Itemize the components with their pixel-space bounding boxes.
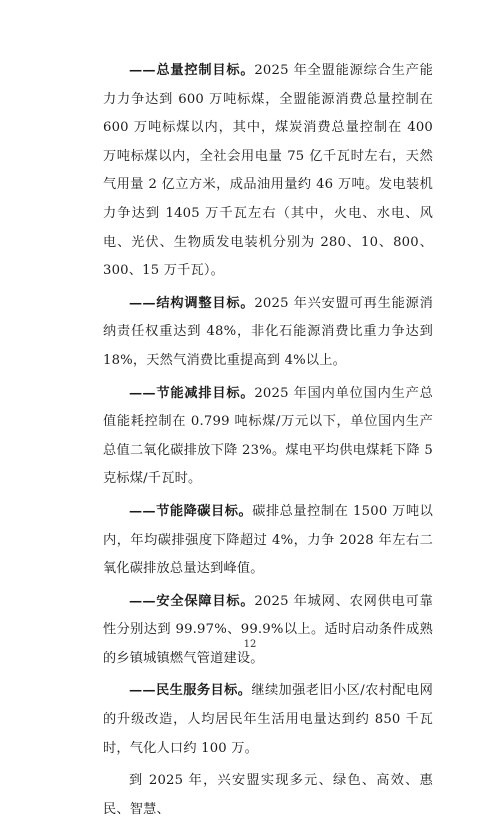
section-heading: ——结构调整目标。 xyxy=(129,295,255,311)
section-total-control xyxy=(103,57,433,286)
section-heading: ——节能减排目标。 xyxy=(129,385,255,401)
section-text: 碳排总量控制在 1500 万吨以内，年均碳排强度下降超过 4%，力争 2028 年左右二氧化碳排放总量达到峰值。 xyxy=(103,503,433,577)
section-energy-saving-emission xyxy=(103,380,433,494)
section-livelihood-service xyxy=(103,677,433,763)
section-heading: ——节能降碳目标。 xyxy=(129,503,253,519)
section-text: 2025 年城网、农网供电可靠性分别达到 99.97%、99.9%以上。适时启动条件成熟的乡镇城镇燃气管道建设。 xyxy=(103,593,433,666)
section-text: 2025 年国内单位国内生产总值能耗控制在 0.799 吨标煤/万元以下，单位国内生产总值二氧化碳排放下降 23%。煤电平均供电煤耗下降 5 克标煤/千瓦时。 xyxy=(103,385,433,487)
section-carbon-reduction xyxy=(103,498,433,584)
section-structure-adjustment xyxy=(103,290,433,376)
section-text: 2025 年全盟能源综合生产能力力争达到 600 万吨标煤，全盟能源消费总量控制在 600 万吨标煤以内，其中，煤炭消费总量控制在 400 万吨标煤以内，全社会用电量 75 亿千瓦时左右，天然气用量 2 亿立方米，成品油用量约 46 万吨。发电装机力争达到 1405 万千瓦左右（其中，火电、水电、风电、光伏、生物质发电装机分别为 280、10、800、300、15 万千瓦）。 xyxy=(103,63,433,279)
section-text: 2025 年兴安盟可再生能源消纳责任权重达到 48%，非化石能源消费比重力争达到 18%，天然气消费比重提高到 4%以上。 xyxy=(103,295,433,368)
page-number: 12 xyxy=(243,639,257,650)
section-heading: ——民生服务目标。 xyxy=(129,683,252,699)
section-summary-continued xyxy=(103,767,433,824)
section-text: 到 2025 年，兴安盟实现多元、绿色、高效、惠民、智慧、 xyxy=(103,773,433,817)
section-heading: ——总量控制目标。 xyxy=(129,63,255,78)
document-body xyxy=(103,57,433,828)
section-text: 继续加强老旧小区/农村配电网的升级改造，人均居民年生活用电量达到约 850 千瓦时，气化人口约 100 万。 xyxy=(103,683,433,756)
section-heading: ——安全保障目标。 xyxy=(129,593,255,609)
section-security-guarantee xyxy=(103,588,433,674)
